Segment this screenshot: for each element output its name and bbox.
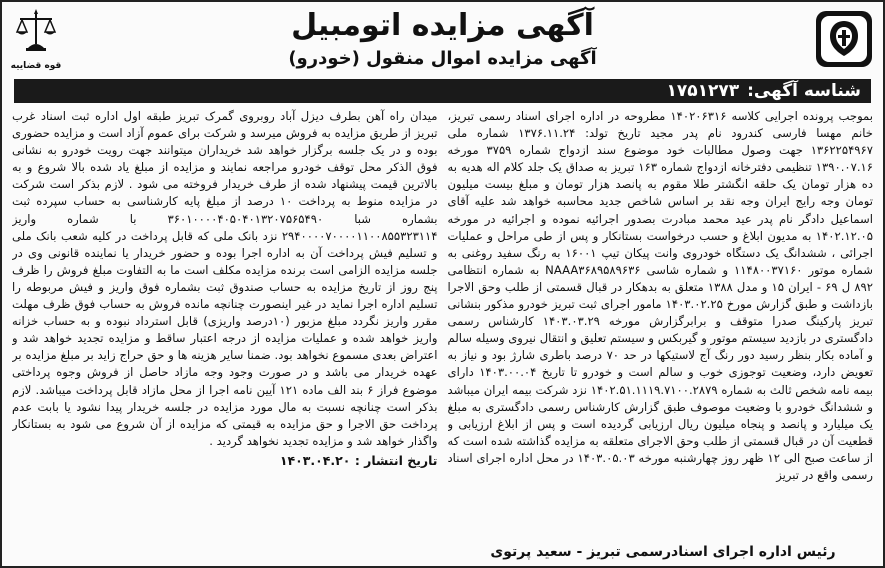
right-column-text: بموجب پرونده اجرایی کلاسه ۱۴۰۲۰۶۳۱۶ مطروحه در اداره اجرای اسناد رسمی تبریز، خانم مهسا فارسی کندرود نام پدر مجید تاریخ تولد: ۱۳۷۶.۱۱.۲۴ شماره ملی ۱۳۶۲۲۵۴۹۶۷ جهت وصول مطالبات خود موضوع سند ازدواج شماره ۳۷۵۹ مورخه ۱۳۹۰.۰۷.۱۶ تنظیمی دفترخانه ازدواج شماره ۱۶۳ تبریز به صداق یک جلد کلام اله هدیه به ده هزار تومان یک حلقه انگشتر طلا مقوم به پانصد هزار تومان و مبلغ بیست میلیون تومان وجه رایج ایران وجه نقد بر اساس شاخص جدید محاسبه خواهد شد علیه آقای اسماعیل دادگر نام پدر عید محمد مبادرت بصدور اجرائیه نموده و اجرائیه در مورخه ۱۴۰۲.۱۲.۰۵ به مدیون ابلاغ و حسب درخواست بستانکار و پس از طی مراحل و عملیات اجرائی ، ششدانگ یک دستگاه خودروی وانت پیکان تیپ ۱۶۰۰۱ به رنگ سفید روغنی به شماره موتور ۱۱۴۸۰۰۳۷۱۶۰ و شماره شاسی NAAA۳۶۸۹۵۸۹۶۳۶ به شماره انتظامی ۸۹۲ ل ۶۹ - ایران ۱۵ و مدل ۱۳۸۸ متعلق به بدهکار در قبال قسمتی از طلب وحق الاجرا بازداشت و طبق گزارش مورخ ۱۴۰۳.۰۲.۲۵ مامور اجرای ثبت تبریز خودرو مذکور بنشانی تبریز پارکینگ صدرا متوقف و برابرگزارش مورخه ۱۴۰۳.۰۳.۲۹ کارشناس رسمی دادگستری در بازدید سیستم موتور و گیربکس و سیستم تعلیق و انتقال نیروی وسیله سالم و آماده بکار بنظر رسید دور رنگ آج لاستیکها در حد ۷۰ درصد باطری شارژ بود و نیاز به تعویض دارد، وضعیت توجوزی خوب و سالم است و خودرو تا تاریخ ۱۴۰۳.۰۰.۰۴ دارای بیمه نامه شخص ثالث به شماره ۱۴۰۲.۵۱.۱۱۱۹.۷۱۰۰.۲۸۷۹ نزد شرکت بیمه ایران میباشد و ششدانگ خودرو با وضعیت موصوف طبق گزارش کارشناس رسمی دادگستری به مبلغ یک میلیارد و پانصد و پنجاه میلیون ریال ارزیابی گردیده است و پس از ابلاغ ارزیابی و قطعیت آن در قبال قسمتی از طلب وحق الاجرای متعلقه به مزایده گذاشته شده است که از ساعت صبح الی ۱۲ ظهر روز چهارشنبه مورخه ۱۴۰۳.۰۵.۰۳ در محل اداره اجرای اسناد رسمی واقع در تبریز <box>447 109 873 482</box>
judiciary-logo <box>10 6 62 72</box>
notice-id-label: شناسه آگهی: <box>747 81 861 101</box>
notice-id-number: ۱۷۵۱۲۷۳ <box>666 81 740 101</box>
page-subtitle: آگهی مزایده اموال منقول (خودرو) <box>288 48 597 69</box>
notice-id-band <box>14 79 871 103</box>
left-column <box>12 108 438 562</box>
body-columns <box>12 108 873 562</box>
page-title: آگهی مزایده اتومبیل <box>291 8 594 43</box>
header <box>2 2 883 76</box>
left-column-text: میدان راه آهن بطرف دیزل آباد روبروی گمرک تبریز طبقه اول اداره ثبت اسناد غرب تبریز از طریق مزایده به فروش میرسد و شرکت برای عموم آزاد است و مزایده حضوری بوده و در یک جلسه برگزار خواهد شد خریداران میتوانند جهت رویت خودرو به نشانی فوق الذکر محل توقف خودرو مراجعه نمایند و مزایده از مبلغ یاد شده بالا شروع و به بالاترین قیمت پیشنهاد شده از طرف خریدار فروخته می شود . لازم بذکر است شرکت در مزایده منوط به پرداخت ۱۰ درصد از مبلغ پایه کارشناسی به حساب سپرده ثبت بشماره شبا ۳۶۰۱۰۰۰۰۴۰۵۰۴۰۱۳۲۰۷۵۶۵۴۹۰ با شماره واریز ۲۹۴۰۰۰۰۷۰۰۰۰۱۱۰۰۸۵۵۳۲۳۱۱۴ نزد بانک ملی که قابل پرداخت در کلیه شعب بانک ملی و تسلیم فیش پرداخت آن به اداره اجرا بوده و حضور خریدار یا نماینده قانونی وی در جلسه مزایده الزامی است برنده مزایده مکلف است ما به التفاوت مبلغ فروش را ظرف پنج روز از تاریخ مزایده به حساب صندوق ثبت بشماره فوق واریز و فیش مربوطه را تسلیم اداره اجرا نماید در غیر اینصورت چنانچه مانده فروش به حساب فوق ظرف مهلت مقرر واریز نگردد مبلغ مزبور (۱۰درصد واریزی) قابل استرداد نبوده و به حساب خزانه واریز خواهد شده و عملیات مزایده از درجه اعتبار ساقط و مزایده تجدید خواهد شد و اعتراض بعدی مسموع نخواهد بود. ضمنا سایر هزینه ها و حق حراج زاید بر مبلغ مزایده بر عهده خریدار می باشد و در صورت وجود وجه مازاد حاصل از فروش وجوه پرداختی موضوع فراز ۶ بند الف ماده ۱۲۱ آیین نامه اجرا از محل مازاد قابل پرداخت میباشد. لازم بذکر است چنانچه نسبت به مال مورد مزایده در جلسه خریدار پیدا نشود یا بابت عدم پرداخت حق الاجرا و حق مزایده به قیمتی که مزایده از آن شروع می شود به بستانکار واگذار خواهد شد و مزایده تجدید نخواهد گردید . <box>12 109 438 448</box>
publication-date <box>12 452 438 469</box>
scales-of-justice-icon <box>14 6 58 56</box>
signature-line: رئیس اداره اجرای اسنادرسمی تبریز - سعید پرتوی <box>490 544 836 560</box>
right-column <box>448 108 874 562</box>
publication-date-label: تاریخ انتشار : <box>354 452 438 468</box>
publication-date-value: ۱۴۰۳.۰۴.۲۰ <box>279 452 351 468</box>
judiciary-caption: قوه قضاییه <box>10 61 62 71</box>
